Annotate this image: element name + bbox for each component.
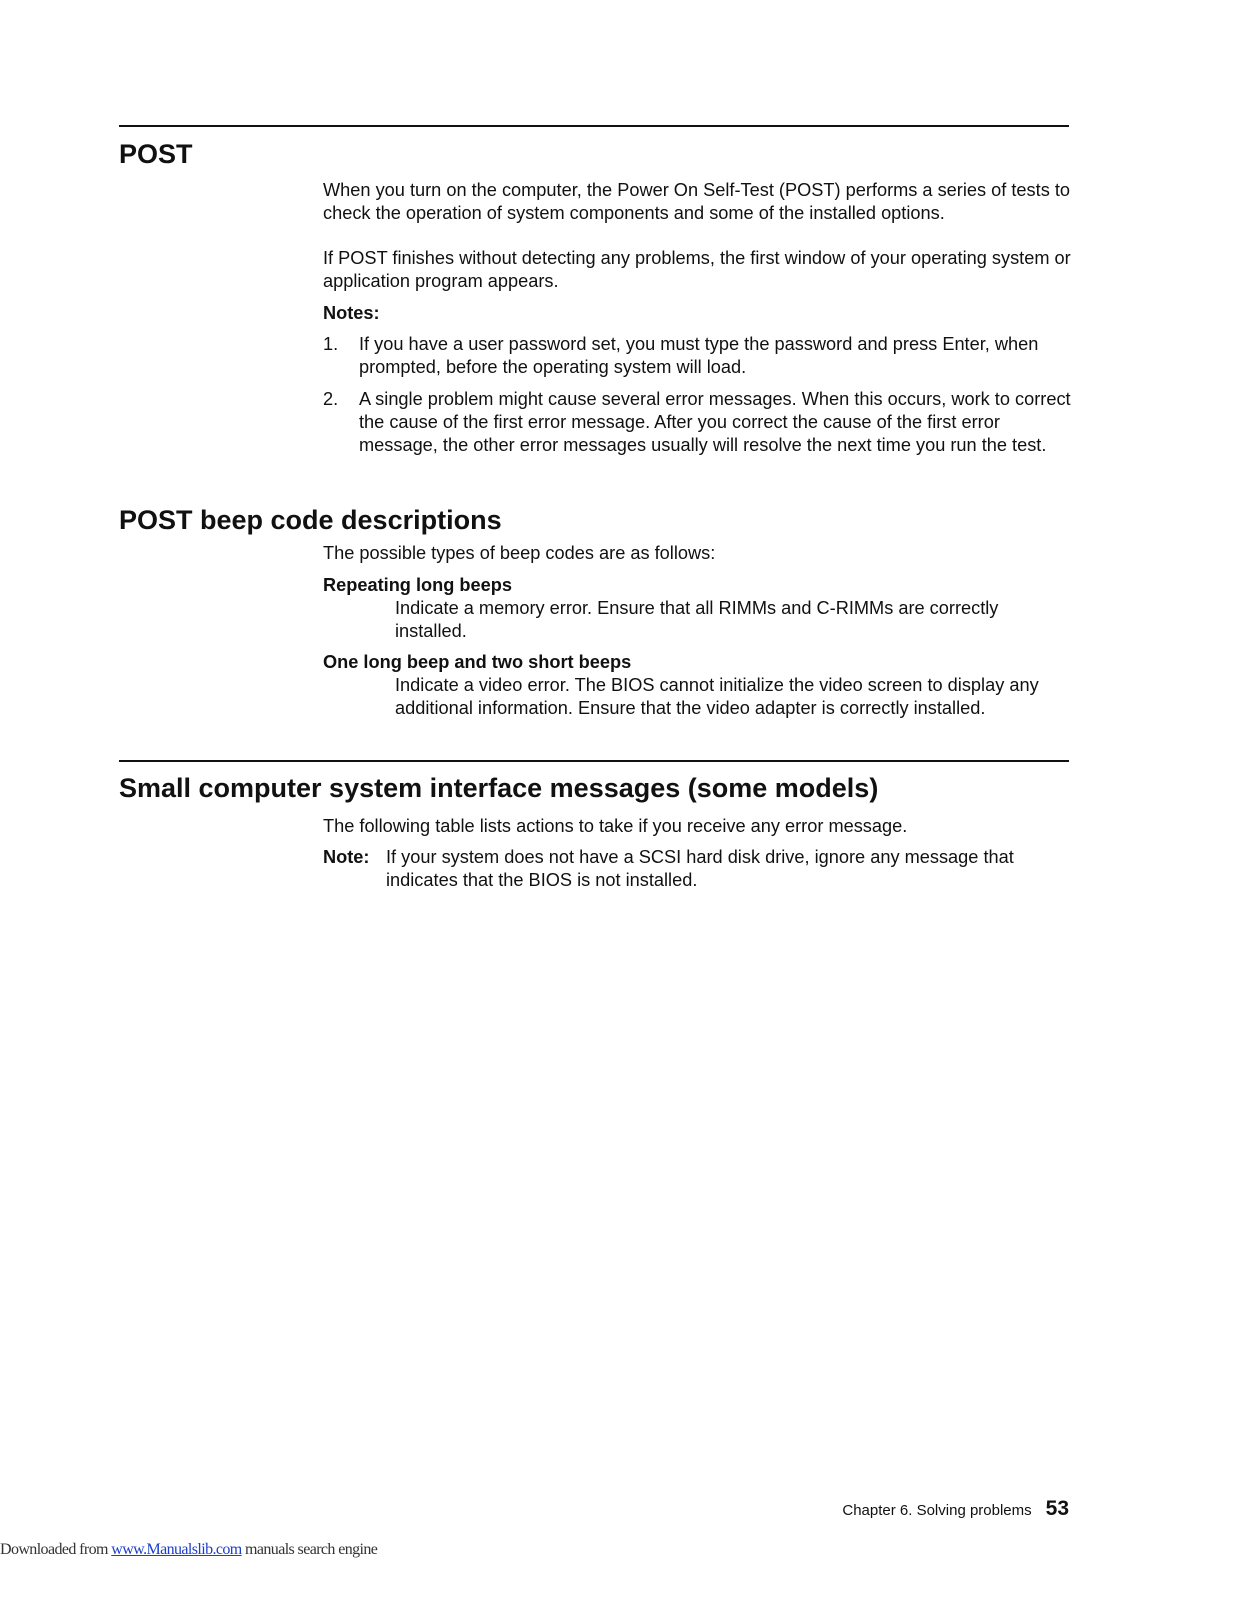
notes-label: Notes: xyxy=(323,303,380,323)
beep-definition: Indicate a memory error. Ensure that all RIMMs and C-RIMMs are correctly installed. xyxy=(395,598,999,641)
section-heading-post: POST xyxy=(119,139,193,169)
list-number: 2. xyxy=(323,389,339,409)
list-item-text: If you have a user password set, you must type the password and press Enter, when prompted, before the operating system will load. xyxy=(359,334,1039,377)
scsi-note xyxy=(323,846,1073,892)
download-prefix: Downloaded from xyxy=(0,1541,112,1558)
post-result-paragraph xyxy=(323,247,1073,293)
beep-definition: Indicate a video error. The BIOS cannot initialize the video screen to display any additional information. Ensure that the video adapter is correctly installed. xyxy=(395,675,1039,718)
post-intro-paragraph xyxy=(323,179,1073,225)
page-footer xyxy=(842,1497,1069,1521)
list-item xyxy=(323,388,1073,457)
note-label: Note: xyxy=(323,847,370,867)
list-number: 1. xyxy=(323,334,339,354)
note-text: If your system does not have a SCSI hard disk drive, ignore any message that indicates that the BIOS is not installed. xyxy=(386,847,1014,890)
page-number: 53 xyxy=(1045,1497,1069,1520)
scsi-intro: The following table lists actions to take if you receive any error message. xyxy=(323,816,908,836)
chapter-label: Chapter 6. Solving problems xyxy=(842,1502,1032,1519)
section-heading-beep: POST beep code descriptions xyxy=(119,505,502,535)
list-item xyxy=(323,333,1073,379)
notes-list xyxy=(323,333,1073,466)
paragraph: If POST finishes without detecting any problems, the first window of your operating system or application program appears. xyxy=(323,248,1071,291)
download-suffix: manuals search engine xyxy=(241,1541,378,1558)
manualslib-link[interactable]: www.Manualslib.com xyxy=(111,1541,242,1558)
section-heading-scsi: Small computer system interface messages (some models) xyxy=(119,773,879,803)
beep-term: Repeating long beeps xyxy=(323,575,512,595)
beep-intro: The possible types of beep codes are as follows: xyxy=(323,543,716,563)
paragraph: When you turn on the computer, the Power On Self-Test (POST) performs a series of tests to check the operation of system components and some of the installed options. xyxy=(323,180,1071,223)
section-divider xyxy=(119,125,1069,127)
list-item-text: A single problem might cause several error messages. When this occurs, work to correct the cause of the first error message. After you correct the cause of the first error message, the other error messages usually will resolve the next time you run the test. xyxy=(359,389,1071,455)
download-banner xyxy=(0,1541,377,1559)
section-divider xyxy=(119,760,1069,762)
beep-term: One long beep and two short beeps xyxy=(323,652,632,672)
